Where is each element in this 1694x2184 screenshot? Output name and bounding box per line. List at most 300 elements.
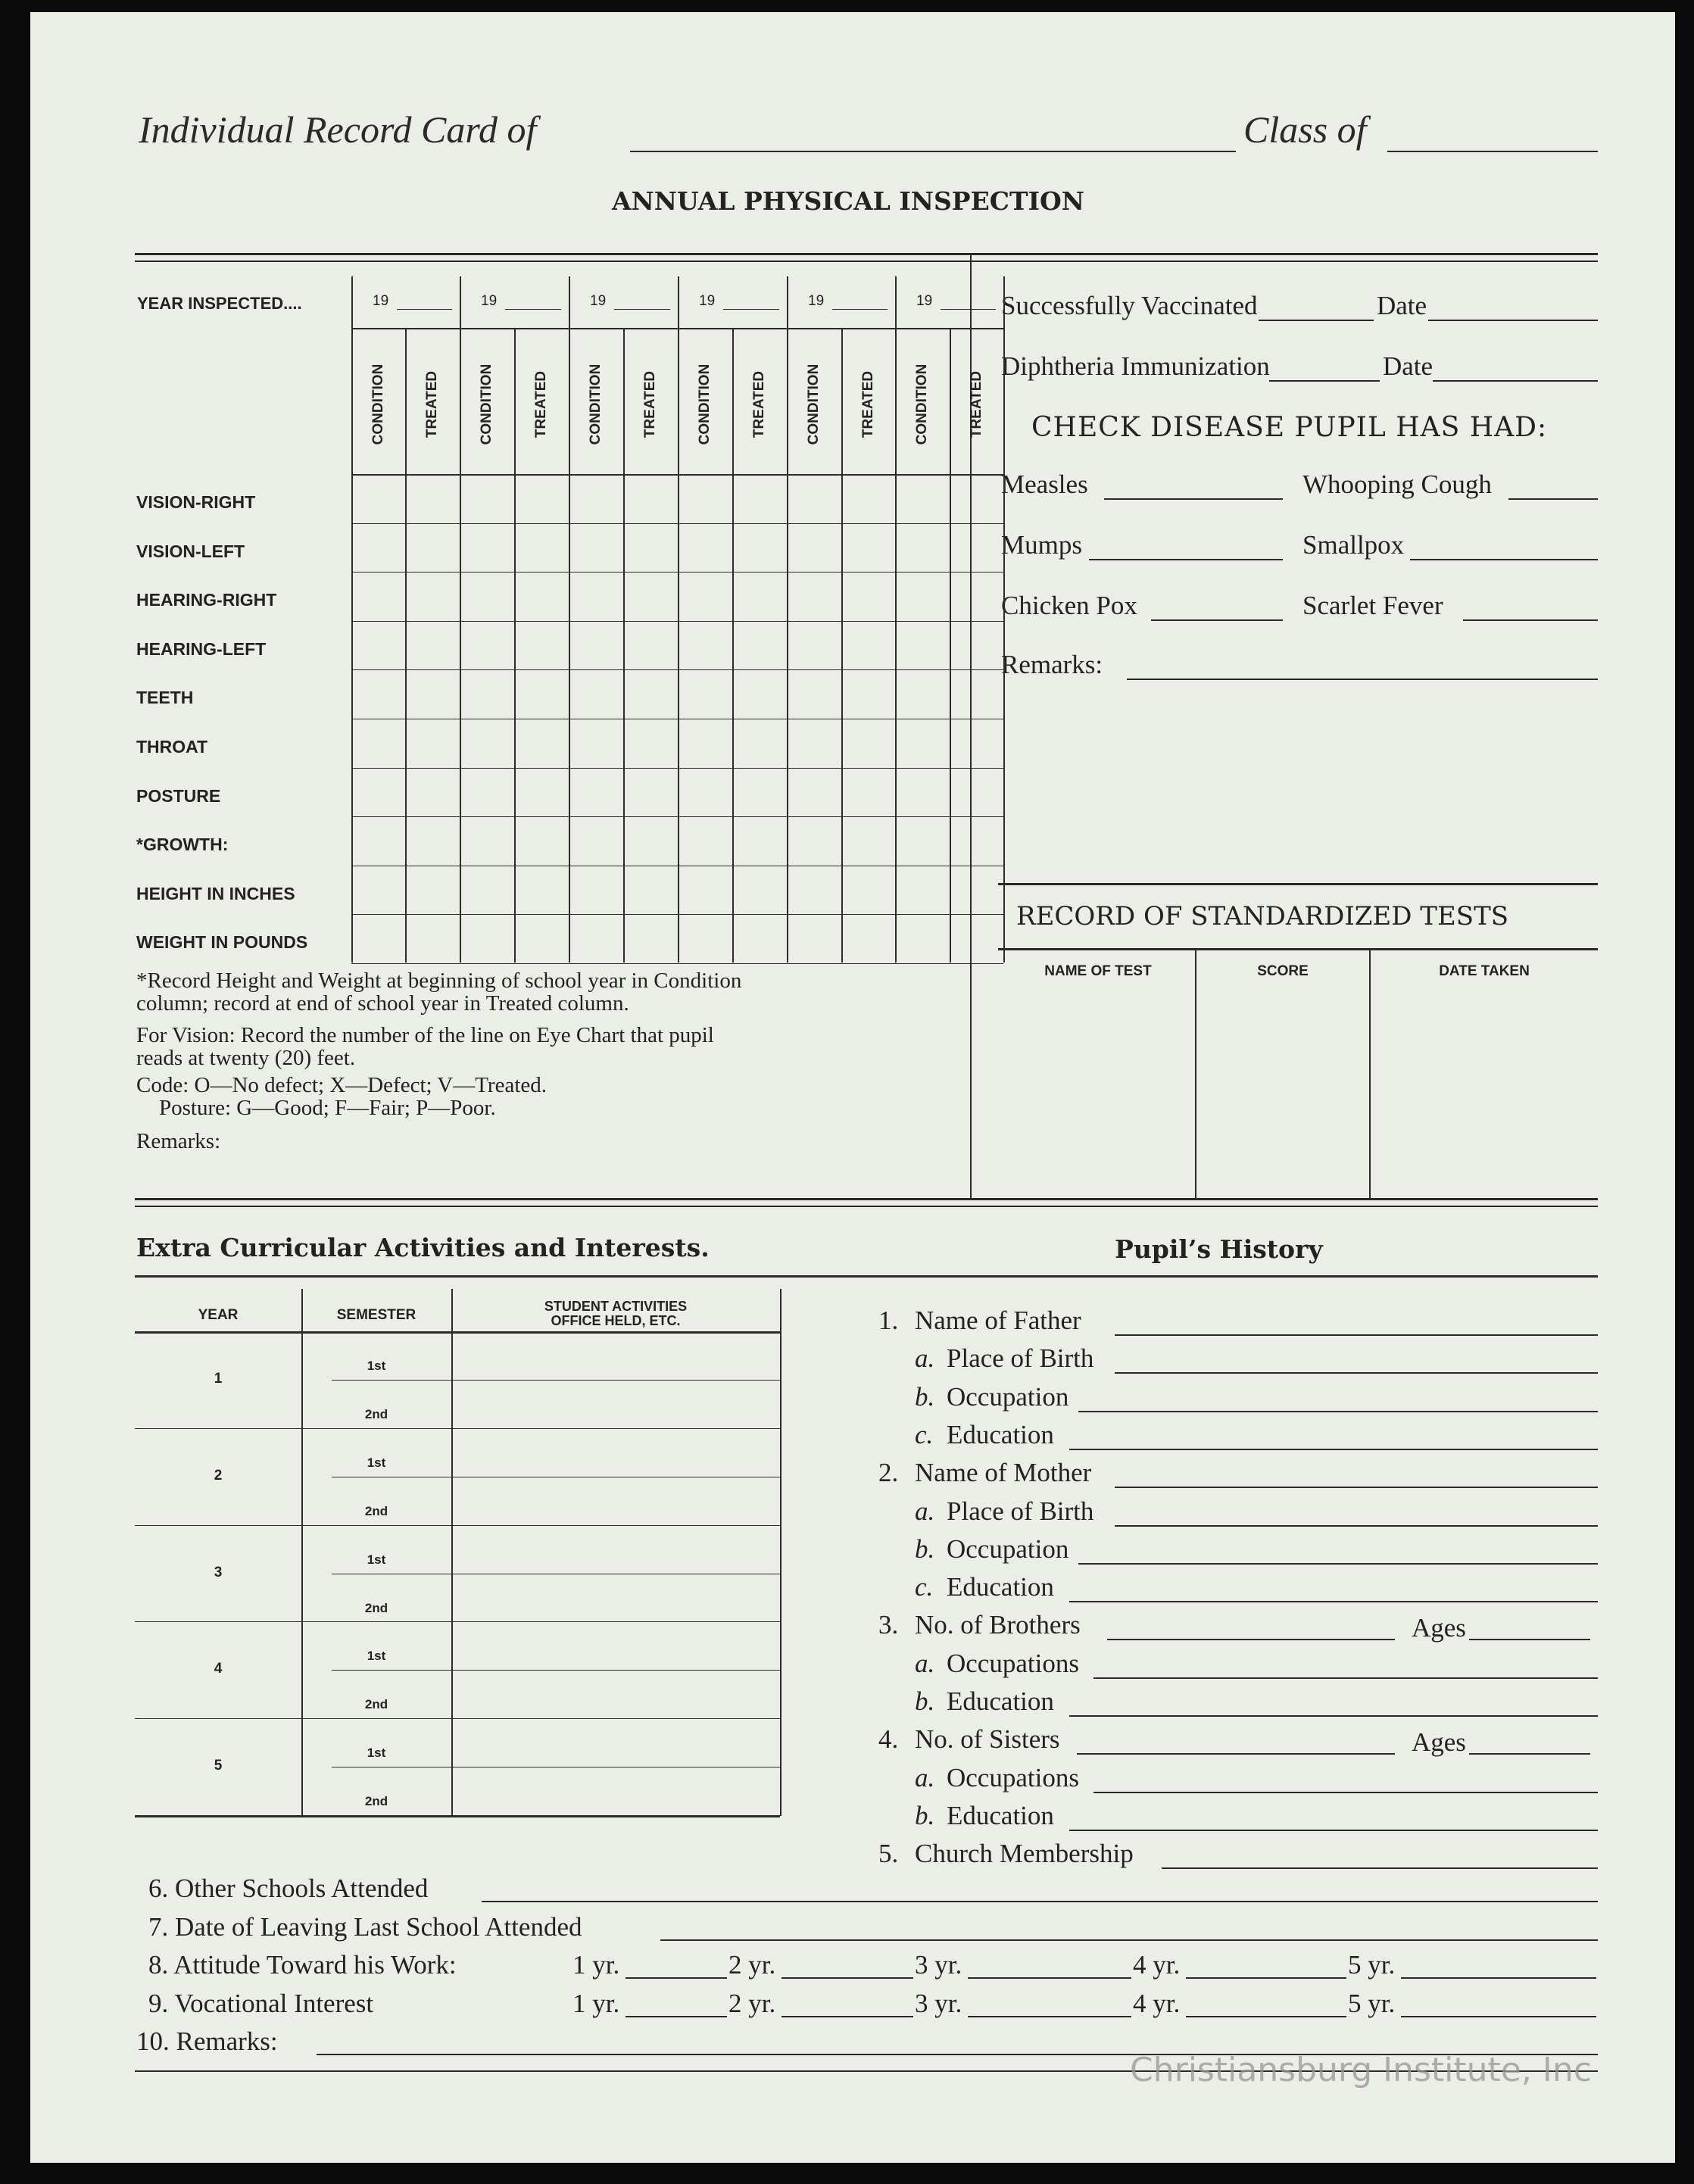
grid-cell[interactable]: [461, 525, 513, 571]
grid-cell[interactable]: [353, 818, 404, 864]
grid-cell[interactable]: [679, 916, 731, 962]
grid-cell[interactable]: [843, 818, 894, 864]
history-number: b.: [915, 1800, 935, 1830]
grid-cell[interactable]: [516, 476, 567, 522]
grid-cell[interactable]: [843, 769, 894, 816]
grid-cell[interactable]: [625, 818, 676, 864]
top-rule: [135, 253, 1598, 255]
act-row-rule: [135, 1428, 780, 1429]
grid-cell[interactable]: [788, 818, 840, 864]
grid-cell[interactable]: [897, 671, 948, 717]
grid-col-line: [1003, 276, 1005, 963]
grid-cell[interactable]: [897, 622, 948, 669]
note-line: *Record Height and Weight at beginning of school year in Condition: [136, 969, 742, 993]
class-label: Class of: [1243, 108, 1367, 151]
health-remarks-label: Remarks:: [1001, 650, 1103, 679]
grid-cell[interactable]: [734, 476, 785, 522]
history-field-line[interactable]: [1093, 1792, 1598, 1793]
remarks-label: Remarks:: [136, 1129, 221, 1153]
year-entry-line[interactable]: [614, 309, 670, 310]
grid-subheader-rule: [351, 328, 1003, 329]
grid-cell[interactable]: [407, 671, 458, 717]
grid-cell[interactable]: [897, 525, 948, 571]
row-label: POSTURE: [136, 785, 221, 806]
history-number: c.: [915, 1572, 934, 1602]
history-label: Occupation: [947, 1381, 1069, 1412]
row-label: HEARING-LEFT: [136, 638, 267, 659]
year-entry-line[interactable]: [397, 309, 452, 310]
grid-cell[interactable]: [516, 916, 567, 962]
grid-cell[interactable]: [951, 769, 1002, 816]
grid-cell[interactable]: [461, 573, 513, 619]
tests-heading: RECORD OF STANDARDIZED TESTS: [1016, 901, 1509, 931]
year-entry-line[interactable]: [723, 309, 779, 310]
grid-cell[interactable]: [734, 720, 785, 766]
grid-cell[interactable]: [353, 769, 404, 816]
grid-cell[interactable]: [570, 476, 622, 522]
grid-cell[interactable]: [679, 573, 731, 619]
history-number: b.: [915, 1381, 935, 1412]
grid-cell[interactable]: [843, 573, 894, 619]
year-entry-line[interactable]: [505, 309, 561, 310]
history-field-line[interactable]: [1115, 1372, 1598, 1374]
grid-cell[interactable]: [407, 916, 458, 962]
vaccinated-label: Successfully Vaccinated: [1001, 291, 1258, 320]
history-field-line[interactable]: [1107, 1639, 1395, 1640]
grid-cell[interactable]: [788, 573, 840, 619]
history-label: Education: [947, 1686, 1054, 1716]
grid-cell[interactable]: [788, 671, 840, 717]
act-entry-cell[interactable]: [454, 1721, 777, 1764]
grid-cell[interactable]: [843, 525, 894, 571]
history-field-line[interactable]: [1069, 1830, 1598, 1831]
grid-cell[interactable]: [625, 525, 676, 571]
grid-cell[interactable]: [407, 476, 458, 522]
history-field-line[interactable]: [1069, 1601, 1598, 1602]
grid-cell[interactable]: [679, 622, 731, 669]
history-number: b.: [915, 1686, 935, 1716]
grid-cell[interactable]: [570, 916, 622, 962]
note-line: Code: O—No defect; X—Defect; V—Treated.: [136, 1073, 548, 1097]
grid-cell[interactable]: [843, 916, 894, 962]
grid-row-line: [351, 768, 1003, 769]
act-year-label: 5: [214, 1758, 223, 1774]
grid-cell[interactable]: [461, 916, 513, 962]
grid-cell[interactable]: [897, 476, 948, 522]
year-label: 4 yr.: [1133, 1988, 1181, 2018]
history-field-line[interactable]: [1078, 1563, 1598, 1565]
name-field-line[interactable]: [630, 151, 1236, 152]
history-number: 4.: [878, 1724, 899, 1755]
vaccinated-line[interactable]: [1259, 320, 1374, 321]
row-label: TEETH: [136, 688, 194, 708]
grid-cell[interactable]: [625, 476, 676, 522]
year-field-line[interactable]: [626, 1977, 727, 1979]
year-prefix: 19: [590, 293, 607, 309]
act-col-activities: STUDENT ACTIVITIES OFFICE HELD, ETC.: [544, 1299, 688, 1328]
class-field-line[interactable]: [1387, 151, 1598, 152]
grid-cell[interactable]: [951, 916, 1002, 962]
ages-label: Ages: [1412, 1727, 1466, 1758]
act-sem-label: 2nd: [364, 1794, 388, 1809]
history-label: Occupations: [947, 1762, 1079, 1792]
grid-cell[interactable]: [353, 671, 404, 717]
treated-header: TREATED: [642, 370, 658, 438]
year-label: 3 yr.: [915, 1988, 962, 2018]
history-field-line[interactable]: [1077, 1753, 1395, 1755]
grid-cell[interactable]: [516, 818, 567, 864]
top-rule-2: [135, 261, 1598, 262]
year-prefix: 19: [916, 293, 933, 309]
row-label: VISION-RIGHT: [136, 492, 256, 512]
condition-header: CONDITION: [697, 363, 713, 445]
year-label: 4 yr.: [1133, 1950, 1181, 1980]
grid-cell[interactable]: [788, 622, 840, 669]
history-label: Place of Birth: [947, 1496, 1094, 1526]
grid-row-line: [351, 621, 1003, 622]
grid-cell[interactable]: [516, 525, 567, 571]
act-row-rule: [135, 1621, 780, 1622]
grid-cell[interactable]: [570, 622, 622, 669]
history-number: 1.: [878, 1306, 899, 1335]
history-number: a.: [915, 1648, 935, 1678]
condition-header: CONDITION: [914, 363, 930, 445]
act-entry-cell[interactable]: [454, 1528, 777, 1571]
scarlet-fever-line[interactable]: [1463, 619, 1598, 621]
grid-cell[interactable]: [625, 720, 676, 766]
grid-cell[interactable]: [788, 720, 840, 766]
history-number: a.: [915, 1343, 935, 1374]
grid-cell[interactable]: [570, 769, 622, 816]
grid-cell[interactable]: [407, 818, 458, 864]
grid-cell[interactable]: [897, 573, 948, 619]
grid-cell[interactable]: [843, 476, 894, 522]
grid-cell[interactable]: [625, 867, 676, 913]
grid-cell[interactable]: [570, 720, 622, 766]
history-number: 2.: [878, 1458, 899, 1488]
row-label: WEIGHT IN POUNDS: [136, 932, 308, 953]
grid-cell[interactable]: [788, 769, 840, 816]
grid-cell[interactable]: [407, 769, 458, 816]
grid-cell[interactable]: [353, 573, 404, 619]
act-sem-label: 2nd: [364, 1503, 388, 1518]
grid-cell[interactable]: [843, 622, 894, 669]
act-half-rule: [332, 1670, 780, 1671]
act-entry-cell[interactable]: [454, 1480, 777, 1522]
grid-cell[interactable]: [788, 867, 840, 913]
history-field-line[interactable]: [1115, 1487, 1598, 1488]
act-col-semester: SEMESTER: [336, 1307, 416, 1323]
grid-cell[interactable]: [679, 720, 731, 766]
row-label: HEARING-RIGHT: [136, 590, 277, 610]
grid-cell[interactable]: [951, 867, 1002, 913]
grid-cell[interactable]: [734, 525, 785, 571]
act-sem-label: 2nd: [364, 1406, 388, 1421]
act-row-rule: [135, 1718, 780, 1719]
year-entry-line[interactable]: [941, 309, 996, 310]
grid-row-line: [351, 816, 1003, 817]
year-field-line[interactable]: [626, 2016, 727, 2017]
ages-label: Ages: [1412, 1613, 1466, 1643]
grid-cell[interactable]: [407, 622, 458, 669]
act-sem-label: 1st: [367, 1649, 386, 1664]
health-remarks-line[interactable]: [1127, 679, 1598, 680]
row-label: THROAT: [136, 737, 208, 757]
mid-rule: [135, 1198, 1598, 1200]
history-label: Education: [947, 1572, 1054, 1602]
grid-row-line: [351, 914, 1003, 915]
grid-cell[interactable]: [570, 573, 622, 619]
act-entry-cell[interactable]: [454, 1334, 777, 1377]
grid-cell[interactable]: [897, 867, 948, 913]
ages-field-line[interactable]: [1469, 1639, 1590, 1640]
tests-col-divider: [1369, 950, 1371, 1198]
year-field-line[interactable]: [781, 1977, 913, 1979]
note-line: For Vision: Record the number of the line on Eye Chart that pupil: [136, 1023, 714, 1047]
ages-field-line[interactable]: [1469, 1753, 1590, 1755]
history-label: Church Membership: [915, 1839, 1134, 1869]
act-year-label: 2: [214, 1467, 223, 1484]
grid-cell[interactable]: [461, 867, 513, 913]
bottom-item-label: 9. Vocational Interest: [148, 1988, 374, 2018]
grid-cell[interactable]: [407, 573, 458, 619]
grid-cell[interactable]: [788, 916, 840, 962]
grid-cell[interactable]: [516, 769, 567, 816]
year-field-line[interactable]: [781, 2016, 913, 2017]
act-col-year: YEAR: [198, 1307, 239, 1323]
history-field-line[interactable]: [1115, 1525, 1598, 1527]
grid-cell[interactable]: [570, 671, 622, 717]
grid-cell[interactable]: [353, 476, 404, 522]
history-number: a.: [915, 1496, 935, 1526]
disease-heading: CHECK DISEASE PUPIL HAS HAD:: [1031, 412, 1548, 443]
grid-row-line: [351, 963, 1003, 964]
grid-cell[interactable]: [679, 476, 731, 522]
diphtheria-date-line[interactable]: [1433, 380, 1598, 382]
grid-cell[interactable]: [734, 867, 785, 913]
grid-cell[interactable]: [625, 671, 676, 717]
grid-cell[interactable]: [461, 769, 513, 816]
grid-cell[interactable]: [951, 720, 1002, 766]
history-field-line[interactable]: [1069, 1715, 1598, 1717]
activities-heading: Extra Curricular Activities and Interests.: [136, 1233, 710, 1262]
smallpox-line[interactable]: [1410, 559, 1598, 560]
year-field-line[interactable]: [1401, 1977, 1596, 1979]
year-label: 3 yr.: [915, 1950, 962, 1980]
grid-cell[interactable]: [407, 867, 458, 913]
grid-cell[interactable]: [570, 867, 622, 913]
disease-scarlet-fever: Scarlet Fever: [1302, 591, 1443, 620]
bottom-item-label: 10. Remarks:: [136, 2026, 278, 2056]
grid-cell[interactable]: [570, 818, 622, 864]
grid-cell[interactable]: [353, 525, 404, 571]
act-year-label: 3: [214, 1564, 223, 1580]
grid-cell[interactable]: [734, 622, 785, 669]
grid-cell[interactable]: [407, 720, 458, 766]
history-label: Name of Father: [915, 1306, 1081, 1335]
year-field-line[interactable]: [1186, 2016, 1346, 2017]
diphtheria-label: Diphtheria Immunization: [1001, 351, 1270, 381]
history-label: No. of Brothers: [915, 1610, 1081, 1640]
grid-cell[interactable]: [679, 525, 731, 571]
grid-cell[interactable]: [843, 867, 894, 913]
condition-header: CONDITION: [806, 363, 822, 445]
year-field-line[interactable]: [968, 1977, 1131, 1979]
treated-header: TREATED: [424, 370, 440, 438]
condition-header: CONDITION: [588, 363, 604, 445]
year-entry-line[interactable]: [832, 309, 888, 310]
grid-cell[interactable]: [625, 769, 676, 816]
act-year-label: 1: [214, 1370, 223, 1387]
history-label: Occupation: [947, 1533, 1069, 1564]
grid-cell[interactable]: [788, 525, 840, 571]
act-half-rule: [332, 1380, 780, 1381]
grid-cell[interactable]: [625, 573, 676, 619]
year-field-line[interactable]: [968, 2016, 1131, 2017]
grid-cell[interactable]: [951, 622, 1002, 669]
note-line: Posture: G—Good; F—Fair; P—Poor.: [159, 1096, 496, 1120]
grid-cell[interactable]: [516, 573, 567, 619]
condition-header: CONDITION: [479, 363, 494, 445]
history-label: Name of Mother: [915, 1458, 1092, 1488]
grid-cell[interactable]: [353, 916, 404, 962]
grid-cell[interactable]: [516, 622, 567, 669]
history-field-line[interactable]: [1115, 1334, 1598, 1336]
treated-header: TREATED: [859, 370, 876, 438]
grid-cell[interactable]: [734, 769, 785, 816]
grid-cell[interactable]: [897, 916, 948, 962]
grid-cell[interactable]: [897, 769, 948, 816]
row-label: HEIGHT IN INCHES: [136, 883, 295, 903]
grid-cell[interactable]: [353, 622, 404, 669]
disease-mumps: Mumps: [1001, 530, 1082, 560]
mumps-line[interactable]: [1089, 559, 1283, 560]
grid-row-line: [351, 669, 1003, 670]
grid-cell[interactable]: [951, 818, 1002, 864]
year-label: 5 yr.: [1348, 1950, 1396, 1980]
bottom-field-line[interactable]: [482, 1901, 1598, 1902]
grid-cell[interactable]: [461, 622, 513, 669]
grid-cell[interactable]: [461, 720, 513, 766]
act-entry-cell[interactable]: [454, 1624, 777, 1667]
card-title: Individual Record Card of: [139, 108, 537, 151]
grid-cell[interactable]: [353, 867, 404, 913]
disease-measles: Measles: [1001, 470, 1088, 499]
act-col-line: [451, 1289, 453, 1816]
vaccinated-date-label: Date: [1377, 291, 1427, 320]
inspection-notes: [136, 969, 741, 1153]
grid-cell[interactable]: [679, 671, 731, 717]
grid-cell[interactable]: [353, 720, 404, 766]
year-label: 1 yr.: [572, 1988, 620, 2018]
whooping-cough-line[interactable]: [1508, 498, 1598, 500]
history-field-line[interactable]: [1162, 1867, 1598, 1869]
year-label: 2 yr.: [728, 1950, 776, 1980]
act-entry-cell[interactable]: [454, 1770, 777, 1812]
grid-cell[interactable]: [951, 671, 1002, 717]
grid-cell[interactable]: [951, 525, 1002, 571]
act-entry-cell[interactable]: [454, 1673, 777, 1715]
grid-cell[interactable]: [516, 720, 567, 766]
bottom-field-line[interactable]: [317, 2054, 1598, 2055]
year-field-line[interactable]: [1401, 2016, 1596, 2017]
act-row-rule: [135, 1815, 780, 1817]
grid-cell[interactable]: [679, 818, 731, 864]
year-prefix: 19: [373, 293, 389, 309]
history-number: b.: [915, 1533, 935, 1564]
grid-cell[interactable]: [679, 867, 731, 913]
grid-cell[interactable]: [951, 476, 1002, 522]
year-field-line[interactable]: [1186, 1977, 1346, 1979]
chicken-pox-line[interactable]: [1151, 619, 1283, 621]
year-label: 5 yr.: [1348, 1988, 1396, 2018]
year-label: 1 yr.: [572, 1950, 620, 1980]
diphtheria-line[interactable]: [1269, 380, 1380, 382]
grid-cell[interactable]: [788, 476, 840, 522]
grid-cell[interactable]: [516, 867, 567, 913]
grid-cell[interactable]: [897, 720, 948, 766]
year-prefix: 19: [481, 293, 498, 309]
note-line: column; record at end of school year in Treated column.: [136, 991, 629, 1016]
grid-cell[interactable]: [516, 671, 567, 717]
history-number: a.: [915, 1762, 935, 1792]
grid-cell[interactable]: [625, 622, 676, 669]
grid-cell[interactable]: [734, 818, 785, 864]
act-sem-label: 1st: [367, 1455, 386, 1470]
row-label: VISION-LEFT: [136, 541, 245, 561]
grid-cell[interactable]: [951, 573, 1002, 619]
measles-line[interactable]: [1104, 498, 1283, 500]
tests-col-score: SCORE: [1257, 963, 1309, 979]
grid-cell[interactable]: [843, 720, 894, 766]
grid-cell[interactable]: [407, 525, 458, 571]
mid-rule-2: [135, 1206, 1598, 1207]
grid-cell[interactable]: [570, 525, 622, 571]
history-heading: Pupil’s History: [1115, 1234, 1323, 1264]
grid-cell[interactable]: [734, 573, 785, 619]
history-field-line[interactable]: [1093, 1677, 1598, 1679]
treated-header: TREATED: [533, 370, 549, 438]
row-label: *GROWTH:: [136, 835, 229, 855]
bottom-field-line[interactable]: [660, 1939, 1598, 1941]
note-line: reads at twenty (20) feet.: [136, 1046, 356, 1070]
grid-cell[interactable]: [461, 818, 513, 864]
vaccinated-date-line[interactable]: [1428, 320, 1598, 321]
act-sem-label: 1st: [367, 1746, 386, 1761]
grid-cell[interactable]: [734, 916, 785, 962]
grid-cell[interactable]: [679, 769, 731, 816]
year-prefix: 19: [699, 293, 716, 309]
disease-whooping-cough: Whooping Cough: [1302, 470, 1492, 499]
act-sem-label: 2nd: [364, 1697, 388, 1712]
act-entry-cell[interactable]: [454, 1577, 777, 1619]
grid-cell[interactable]: [734, 671, 785, 717]
grid-cell[interactable]: [461, 671, 513, 717]
grid-cell[interactable]: [461, 476, 513, 522]
history-label: No. of Sisters: [915, 1724, 1060, 1755]
grid-cell[interactable]: [625, 916, 676, 962]
act-entry-cell[interactable]: [454, 1383, 777, 1425]
year-prefix: 19: [808, 293, 825, 309]
history-label: Occupations: [947, 1648, 1079, 1678]
grid-cell[interactable]: [843, 671, 894, 717]
history-label: Place of Birth: [947, 1343, 1094, 1374]
history-field-line[interactable]: [1078, 1411, 1598, 1412]
bottom-item-label: 8. Attitude Toward his Work:: [148, 1950, 457, 1980]
grid-cell[interactable]: [897, 818, 948, 864]
act-entry-cell[interactable]: [454, 1431, 777, 1474]
history-field-line[interactable]: [1069, 1449, 1598, 1450]
